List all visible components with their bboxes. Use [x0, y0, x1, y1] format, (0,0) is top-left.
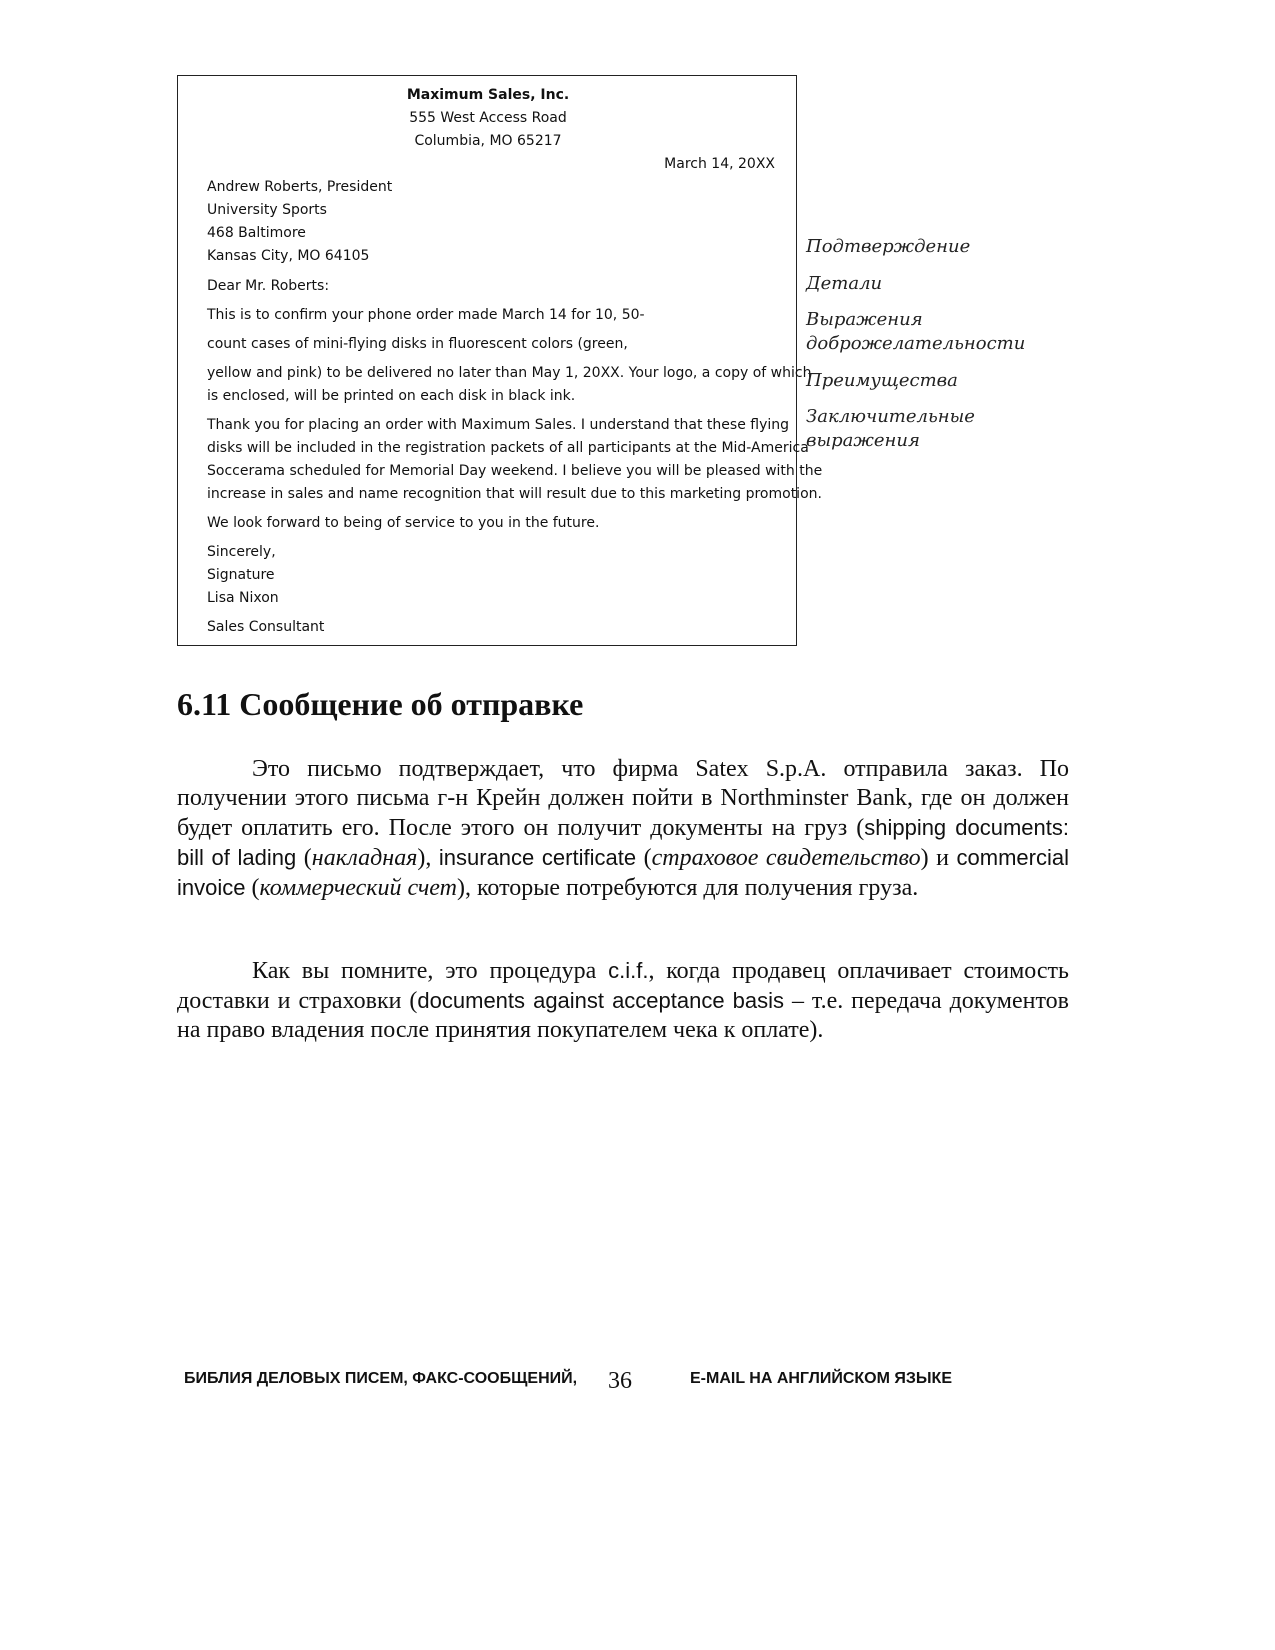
letter-body-line: increase in sales and name recognition that will result due to this marketing promotion. [207, 486, 822, 502]
translation: страховое свидетельство [651, 845, 921, 871]
letter-sender-title: Sales Consultant [207, 619, 325, 635]
sample-letter [177, 75, 823, 646]
paragraph-2: Как вы помните, это процедура c.i.f., когда продавец оплачивает стоимость доставки и страховки (documents against acceptance basis – т.е. передача документов на право владения после принятия покупателем чека к оплате). [177, 958, 1069, 1043]
letter-body-line: Thank you for placing an order with Maximum Sales. I understand that these flying [207, 417, 790, 433]
english-term: commercial invoice [177, 845, 1070, 900]
letter-body-line: This is to confirm your phone order made March 14 for 10, 50- [207, 307, 645, 323]
english-term: documents against acceptance basis [417, 988, 785, 1013]
letter-city: Columbia, MO 65217 [414, 133, 562, 149]
recipient-line: 468 Baltimore [207, 225, 306, 241]
paragraph-1: Это письмо подтверждает, что фирма Satex S.p.A. отправила заказ. По получении этого письма г-н Крейн должен пойти в Northminster Bank, где он должен будет оплатить его. После этого он получит документы на груз (shipping documents: bill of lading (накладная), insurance certificate (страховое свидетельство) и commercial invoice (коммерческий счет), которые потребуются для получения груза. [177, 756, 1070, 901]
recipient-line: Andrew Roberts, President [207, 179, 393, 195]
side-label: Детали [806, 273, 883, 294]
letter-signature: Signature [207, 567, 275, 583]
recipient-line: University Sports [207, 202, 327, 218]
translation: коммерческий счет [259, 875, 457, 901]
translation: накладная [311, 845, 418, 871]
letter-body-line: count cases of mini-flying disks in fluorescent colors (green, [207, 336, 628, 352]
english-term: shipping documents: bill of lading [177, 815, 1069, 870]
letter-date: March 14, 20XX [664, 156, 775, 172]
page-number: 36 [608, 1368, 632, 1394]
letter-body-line: yellow and pink) to be delivered no later than May 1, 20XX. Your logo, a copy of which [207, 365, 812, 381]
letter-body-line: Soccerama scheduled for Memorial Day weekend. I believe you will be pleased with the [207, 463, 823, 479]
letter-body-line: is enclosed, will be printed on each disk in black ink. [207, 388, 576, 404]
letter-salutation: Dear Mr. Roberts: [207, 278, 330, 294]
letter-body-line: We look forward to being of service to you in the future. [207, 515, 600, 531]
letter-sender-name: Lisa Nixon [207, 590, 279, 606]
side-label: Преимущества [806, 370, 958, 391]
letter-closing: Sincerely, [207, 544, 276, 560]
letter-body-line: disks will be included in the registration packets of all participants at the Mid-America [207, 440, 809, 456]
section-heading: 6.11 Сообщение об отправке [177, 686, 584, 722]
footer-left: БИБЛИЯ ДЕЛОВЫХ ПИСЕМ, ФАКС-СООБЩЕНИЙ, [184, 1370, 578, 1387]
recipient-line: Kansas City, MO 64105 [207, 248, 370, 264]
letter-company: Maximum Sales, Inc. [406, 87, 570, 103]
english-term: c.i.f. [608, 958, 649, 983]
side-label: Заключительные выражения [806, 406, 975, 451]
english-term: insurance certificate [438, 845, 637, 870]
footer-right: E-MAIL НА АНГЛИЙСКОМ ЯЗЫКЕ [690, 1370, 952, 1387]
side-label: Подтверждение [806, 236, 971, 257]
side-label: Выражения доброжелательности [806, 309, 1026, 354]
letter-street: 555 West Access Road [409, 110, 567, 126]
